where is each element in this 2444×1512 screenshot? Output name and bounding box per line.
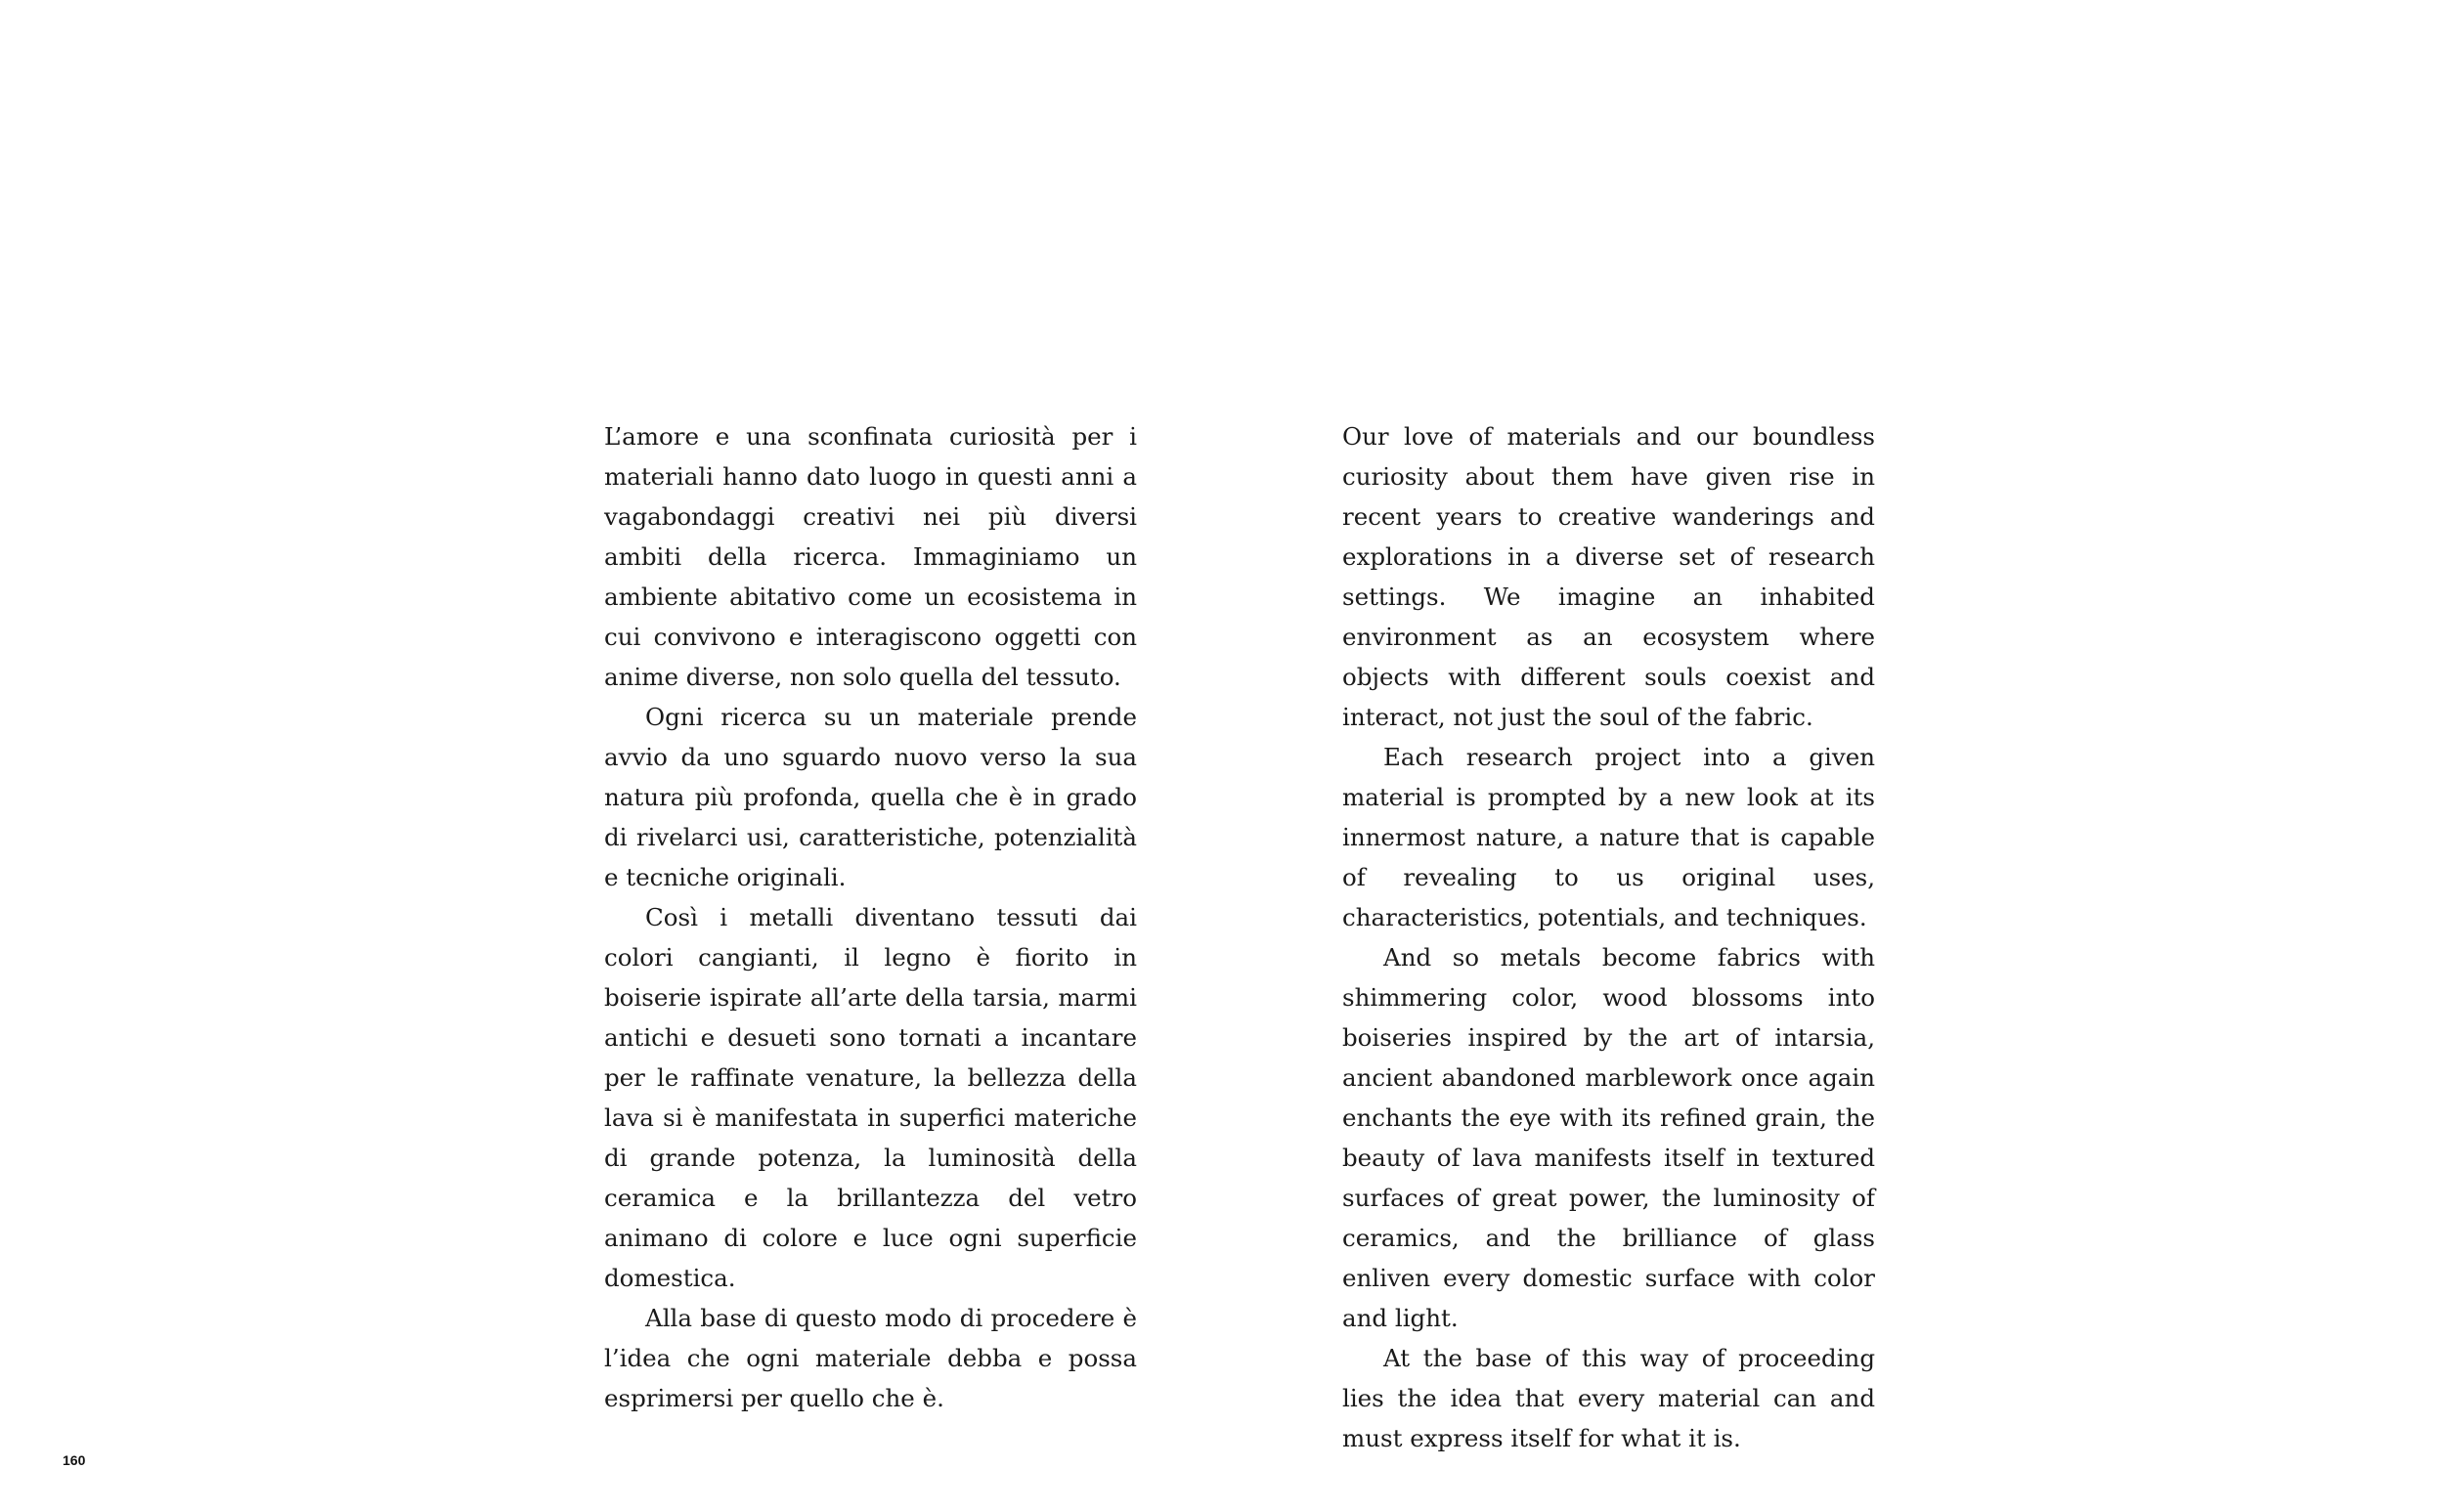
italian-text-column (604, 416, 1137, 1418)
italian-paragraph: Alla base di questo modo di procedere è l’idea che ogni materiale debba e possa esprimersi per quello che è. (604, 1304, 1137, 1412)
italian-paragraph: Ogni ricerca su un materiale prende avvio da uno sguardo nuovo verso la sua natura più profonda, quella che è in grado di rivelarci usi, caratteristiche, potenzialità e tecniche originali. (604, 703, 1137, 891)
english-paragraph: At the base of this way of proceeding lies the idea that every material can and must express itself for what it is. (1342, 1344, 1875, 1452)
italian-paragraph: L’amore e una sconfinata curiosità per i materiali hanno dato luogo in questi anni a vagabondaggi creativi nei più diversi ambiti della ricerca. Immaginiamo un ambiente abitativo come un ecosistema in cui convivono e interagiscono oggetti con anime diverse, non solo quella del tessuto. (604, 422, 1137, 691)
page-number: 160 (63, 1452, 86, 1468)
english-text-column (1342, 416, 1875, 1458)
italian-paragraph: Così i metalli diventano tessuti dai colori cangianti, il legno è fiorito in boiserie ispirate all’arte della tarsia, marmi antichi e desueti sono tornati a incantare per le raffinate venature, la bellezza della lava si è manifestata in superfici materiche di grande potenza, la luminosità della ceramica e la brillantezza del vetro animano di colore e luce ogni superficie domestica. (604, 903, 1137, 1292)
english-paragraph: Our love of materials and our boundless curiosity about them have given rise in recent years to creative wanderings and explorations in a diverse set of research settings. We imagine an inhabited environment as an ecosystem where objects with different souls coexist and interact, not just the soul of the fabric. (1342, 422, 1875, 731)
english-paragraph: Each research project into a given material is prompted by a new look at its innermost nature, a nature that is capable of revealing to us original uses, characteristics, potentials, and techniques. (1342, 743, 1875, 931)
english-paragraph: And so metals become fabrics with shimmering color, wood blossoms into boiseries inspired by the art of intarsia, ancient abandoned marblework once again enchants the eye with its refined grain, the beauty of lava manifests itself in textured surfaces of great power, the luminosity of ceramics, and the brilliance of glass enliven every domestic surface with color and light. (1342, 943, 1875, 1332)
